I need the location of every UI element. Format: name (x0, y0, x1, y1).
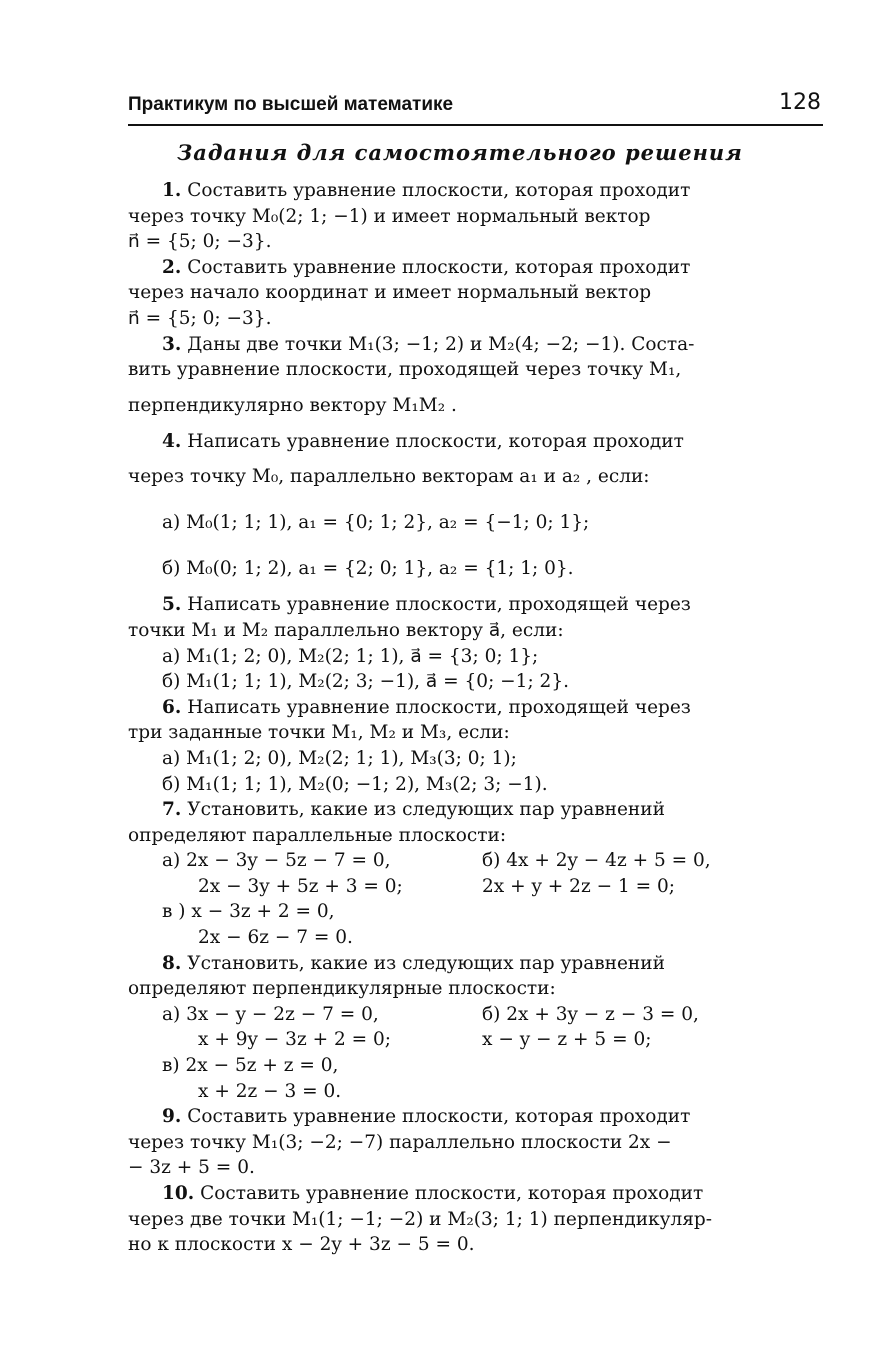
equation-pair-row (128, 848, 823, 874)
equation: в ) x − 3z + 2 = 0, (162, 901, 335, 923)
equation: б) 2x + 3y − z − 3 = 0, (482, 1003, 699, 1025)
exercise-10 (128, 1181, 823, 1258)
equation-pair-row (128, 1053, 823, 1079)
exercise-text-line: точки M₁ и M₂ параллельно вектору a⃗, если: (128, 619, 564, 641)
exercise-7 (128, 797, 823, 951)
exercise-text-line: Установить, какие из следующих пар уравнений (187, 799, 665, 821)
exercise-text-line: Составить уравнение плоскости, которая проходит (187, 1106, 691, 1128)
exercise-subitem: б) M₁(1; 1; 1), M₂(0; −1; 2), M₃(2; 3; −1). (162, 773, 548, 795)
exercise-text-line: через начало координат и имеет нормальный вектор (128, 282, 652, 304)
exercise-text-line: через точку M₁(3; −2; −7) параллельно плоскости 2x − (128, 1131, 672, 1153)
exercise-number: 5. (162, 594, 182, 616)
exercise-5 (128, 592, 823, 694)
exercise-text-line: n⃗ = {5; 0; −3}. (128, 231, 272, 253)
exercise-text-line: Написать уравнение плоскости, проходящей через (187, 696, 691, 718)
exercise-text-line: Составить уравнение плоскости, которая проходит (187, 180, 691, 201)
exercise-number: 1. (162, 180, 182, 201)
exercise-3 (128, 332, 823, 429)
equation-pair-row (128, 925, 823, 951)
page-number: 128 (779, 90, 821, 115)
exercise-text-line: − 3z + 5 = 0. (128, 1157, 255, 1179)
exercise-number: 2. (162, 256, 182, 278)
exercise-text-line: но к плоскости x − 2y + 3z − 5 = 0. (128, 1234, 475, 1256)
exercise-text-line: Составить уравнение плоскости, которая проходит (200, 1183, 704, 1204)
exercise-text-line: через точку M₀(2; 1; −1) и имеет нормальный вектор (128, 205, 651, 227)
equation-pair-row (128, 1079, 823, 1105)
equation-pair-row (128, 1002, 823, 1028)
exercise-number: 9. (162, 1106, 182, 1128)
equation: а) 2x − 3y − 5z − 7 = 0, (162, 850, 391, 872)
exercise-subitem: а) M₁(1; 2; 0), M₂(2; 1; 1), a⃗ = {3; 0; 1}; (162, 645, 539, 667)
exercise-number: 10. (162, 1183, 195, 1204)
exercise-subitem: б) M₀(0; 1; 2), a₁ = {2; 0; 1}, a₂ = {1; 1; 0}. (162, 558, 574, 580)
exercise-text-line: через точку M₀, параллельно векторам a₁ и a₂ , если: (128, 466, 650, 488)
exercise-subitem: а) M₀(1; 1; 1), a₁ = {0; 1; 2}, a₂ = {−1; 0; 1}; (162, 512, 590, 534)
exercise-text-line: Написать уравнение плоскости, проходящей через (187, 594, 691, 616)
exercise-number: 7. (162, 799, 182, 821)
exercise-2 (128, 255, 823, 332)
exercise-number: 3. (162, 333, 182, 355)
exercise-subitem: б) M₁(1; 1; 1), M₂(2; 3; −1), a⃗ = {0; −1; 2}. (162, 671, 569, 693)
exercise-4 (128, 429, 823, 593)
exercise-text-line: Даны две точки M₁(3; −1; 2) и M₂(4; −2; −1). Соста- (187, 333, 695, 355)
exercise-subitem: а) M₁(1; 2; 0), M₂(2; 1; 1), M₃(3; 0; 1); (162, 747, 517, 769)
exercise-number: 6. (162, 696, 182, 718)
exercise-text-line: перпендикулярно вектору M₁M₂ . (128, 394, 457, 416)
exercise-text-line: Составить уравнение плоскости, которая проходит (187, 256, 691, 278)
equation: x + 9y − 3z + 2 = 0; (198, 1029, 391, 1051)
exercise-text-line: определяют перпендикулярные плоскости: (128, 978, 556, 1000)
section-title: Задания для самостоятельного решения (177, 140, 743, 165)
exercise-text-line: вить уравнение плоскости, проходящей через точку M₁, (128, 359, 682, 381)
equation-pair-row (128, 874, 823, 900)
exercise-6 (128, 695, 823, 797)
equation: б) 4x + 2y − 4z + 5 = 0, (482, 850, 711, 872)
equation: а) 3x − y − 2z − 7 = 0, (162, 1003, 379, 1025)
equation: 2x − 3y + 5z + 3 = 0; (198, 875, 403, 897)
exercise-text-line: Написать уравнение плоскости, которая проходит (187, 430, 684, 452)
exercise-list (128, 178, 823, 1258)
equation: 2x − 6z − 7 = 0. (198, 927, 353, 949)
exercise-number: 4. (162, 430, 182, 452)
equation-pair-row (128, 1027, 823, 1053)
equation: x − y − z + 5 = 0; (482, 1029, 652, 1051)
equation: x + 2z − 3 = 0. (198, 1080, 342, 1102)
exercise-text-line: Установить, какие из следующих пар уравнений (187, 952, 665, 974)
exercise-text-line: n⃗ = {5; 0; −3}. (128, 307, 272, 329)
equation: 2x + y + 2z − 1 = 0; (482, 875, 675, 897)
exercise-number: 8. (162, 952, 182, 974)
book-title: Практикум по высшей математике (128, 94, 454, 115)
exercise-8 (128, 951, 823, 1105)
equation-pair-row (128, 899, 823, 925)
exercise-1 (128, 178, 823, 255)
equation: в) 2x − 5z + z = 0, (162, 1055, 339, 1077)
exercise-text-line: через две точки M₁(1; −1; −2) и M₂(3; 1; 1) перпендикуляр- (128, 1208, 713, 1230)
exercise-9 (128, 1104, 823, 1181)
running-header (128, 88, 823, 126)
exercise-text-line: три заданные точки M₁, M₂ и M₃, если: (128, 722, 510, 744)
exercise-text-line: определяют параллельные плоскости: (128, 824, 507, 846)
